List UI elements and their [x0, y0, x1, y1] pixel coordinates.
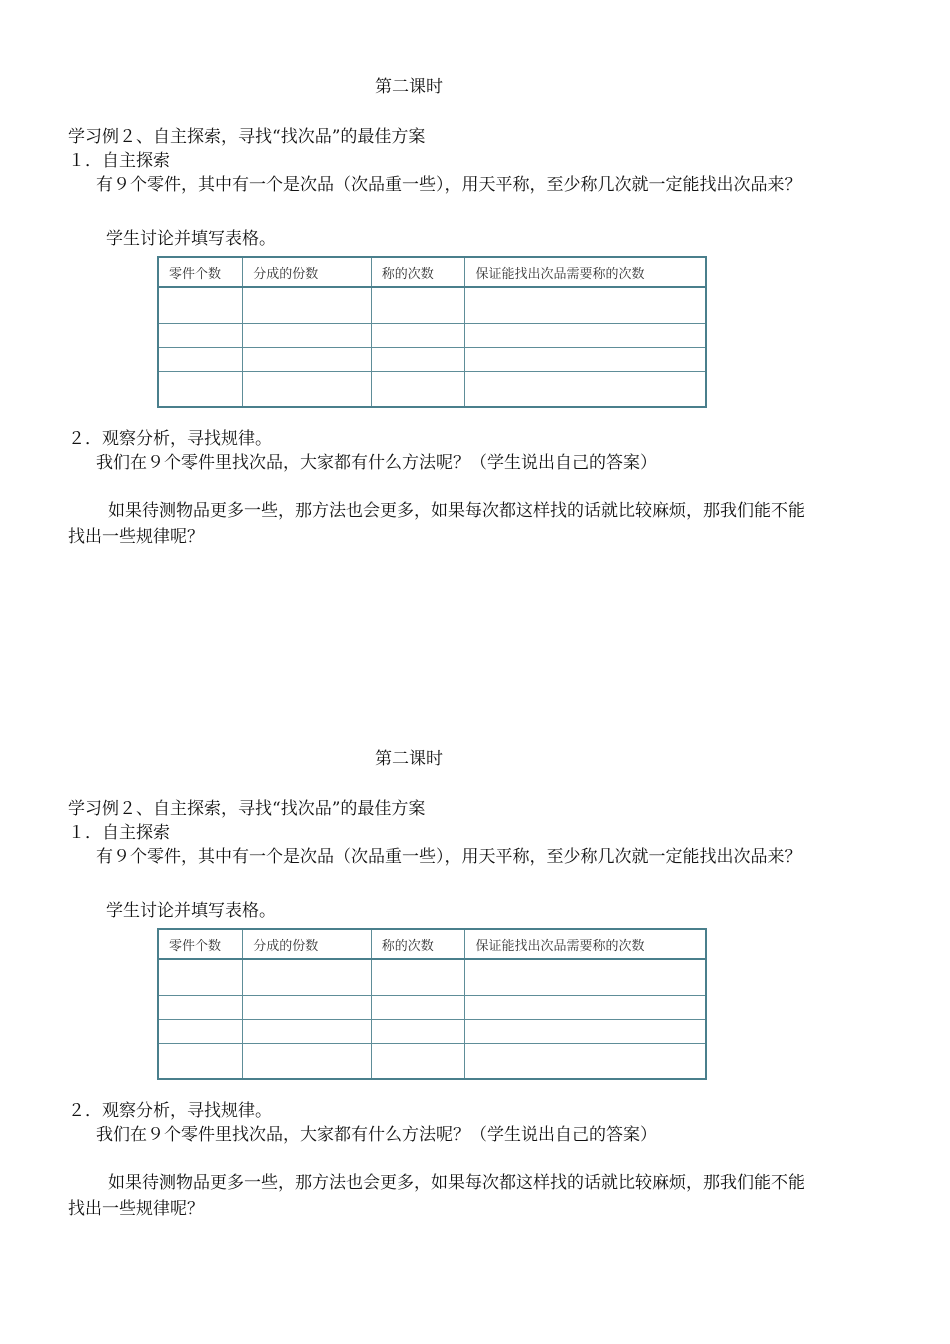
closing-paragraph-line-1: 如果待测物品更多一些，那方法也会更多，如果每次都这样找的话就比较麻烦，那我们能不能 [108, 1173, 805, 1193]
closing-paragraph-line-1: 如果待测物品更多一些，那方法也会更多，如果每次都这样找的话就比较麻烦，那我们能不能 [108, 501, 805, 521]
table-cell[interactable] [465, 995, 706, 1019]
table-cell[interactable] [465, 959, 706, 995]
table-cell[interactable] [243, 323, 372, 347]
header-part-count: 零件个数 [158, 257, 243, 287]
step-1-question: 有９个零件，其中有一个是次品（次品重一些），用天平称，至少称几次就一定能找出次品来？ [96, 847, 802, 867]
table-cell[interactable] [465, 1043, 706, 1079]
table-cell[interactable] [158, 287, 243, 323]
step-1-question: 有９个零件，其中有一个是次品（次品重一些），用天平称，至少称几次就一定能找出次品来？ [96, 175, 802, 195]
table-cell[interactable] [465, 1019, 706, 1043]
table-cell[interactable] [465, 323, 706, 347]
table-cell[interactable] [243, 995, 372, 1019]
table-cell[interactable] [158, 347, 243, 371]
table-cell[interactable] [371, 371, 465, 407]
lesson-title: 第二课时 [375, 749, 443, 769]
step-2-heading: ２．观察分析，寻找规律。 [68, 1101, 272, 1121]
example-intro: 学习例２、自主探索，寻找“找次品”的最佳方案 [68, 799, 426, 819]
lesson-title: 第二课时 [375, 77, 443, 97]
table-cell[interactable] [243, 347, 372, 371]
table-row [158, 371, 706, 407]
lesson-section-2 [0, 672, 950, 1344]
table-cell[interactable] [465, 287, 706, 323]
header-group-count: 分成的份数 [243, 257, 372, 287]
table-cell[interactable] [158, 995, 243, 1019]
table-cell[interactable] [243, 287, 372, 323]
table-cell[interactable] [371, 1043, 465, 1079]
table-row [158, 1043, 706, 1079]
step-1-heading: １．自主探索 [68, 151, 170, 171]
step-2-heading: ２．观察分析，寻找规律。 [68, 429, 272, 449]
table-cell[interactable] [243, 371, 372, 407]
table-row [158, 323, 706, 347]
table-header-row [158, 257, 706, 287]
discussion-instruction: 学生讨论并填写表格。 [106, 229, 276, 249]
table-cell[interactable] [371, 1019, 465, 1043]
worksheet-table [157, 256, 707, 408]
table-cell[interactable] [158, 959, 243, 995]
header-group-count: 分成的份数 [243, 929, 372, 959]
step-2-question: 我们在９个零件里找次品，大家都有什么方法呢？（学生说出自己的答案） [96, 1125, 657, 1145]
table-cell[interactable] [243, 1019, 372, 1043]
step-2-question: 我们在９个零件里找次品，大家都有什么方法呢？（学生说出自己的答案） [96, 453, 657, 473]
closing-paragraph-line-2: 找出一些规律呢？ [68, 1199, 204, 1219]
header-weigh-count: 称的次数 [371, 929, 465, 959]
table-cell[interactable] [243, 1043, 372, 1079]
table-cell[interactable] [158, 323, 243, 347]
table-cell[interactable] [465, 347, 706, 371]
table-row [158, 995, 706, 1019]
table-row [158, 347, 706, 371]
closing-paragraph-line-2: 找出一些规律呢？ [68, 527, 204, 547]
discussion-instruction: 学生讨论并填写表格。 [106, 901, 276, 921]
worksheet-table [157, 928, 707, 1080]
header-part-count: 零件个数 [158, 929, 243, 959]
table-cell[interactable] [371, 323, 465, 347]
table-row [158, 1019, 706, 1043]
table-cell[interactable] [158, 371, 243, 407]
table-cell[interactable] [158, 1043, 243, 1079]
table-header-row [158, 929, 706, 959]
table-row [158, 287, 706, 323]
table-cell[interactable] [371, 959, 465, 995]
header-guaranteed-weighs: 保证能找出次品需要称的次数 [465, 257, 706, 287]
step-1-heading: １．自主探索 [68, 823, 170, 843]
table-cell[interactable] [158, 1019, 243, 1043]
table-cell[interactable] [243, 959, 372, 995]
table-cell[interactable] [371, 995, 465, 1019]
table-cell[interactable] [465, 371, 706, 407]
header-guaranteed-weighs: 保证能找出次品需要称的次数 [465, 929, 706, 959]
table-cell[interactable] [371, 287, 465, 323]
table-cell[interactable] [371, 347, 465, 371]
header-weigh-count: 称的次数 [371, 257, 465, 287]
table-row [158, 959, 706, 995]
example-intro: 学习例２、自主探索，寻找“找次品”的最佳方案 [68, 127, 426, 147]
